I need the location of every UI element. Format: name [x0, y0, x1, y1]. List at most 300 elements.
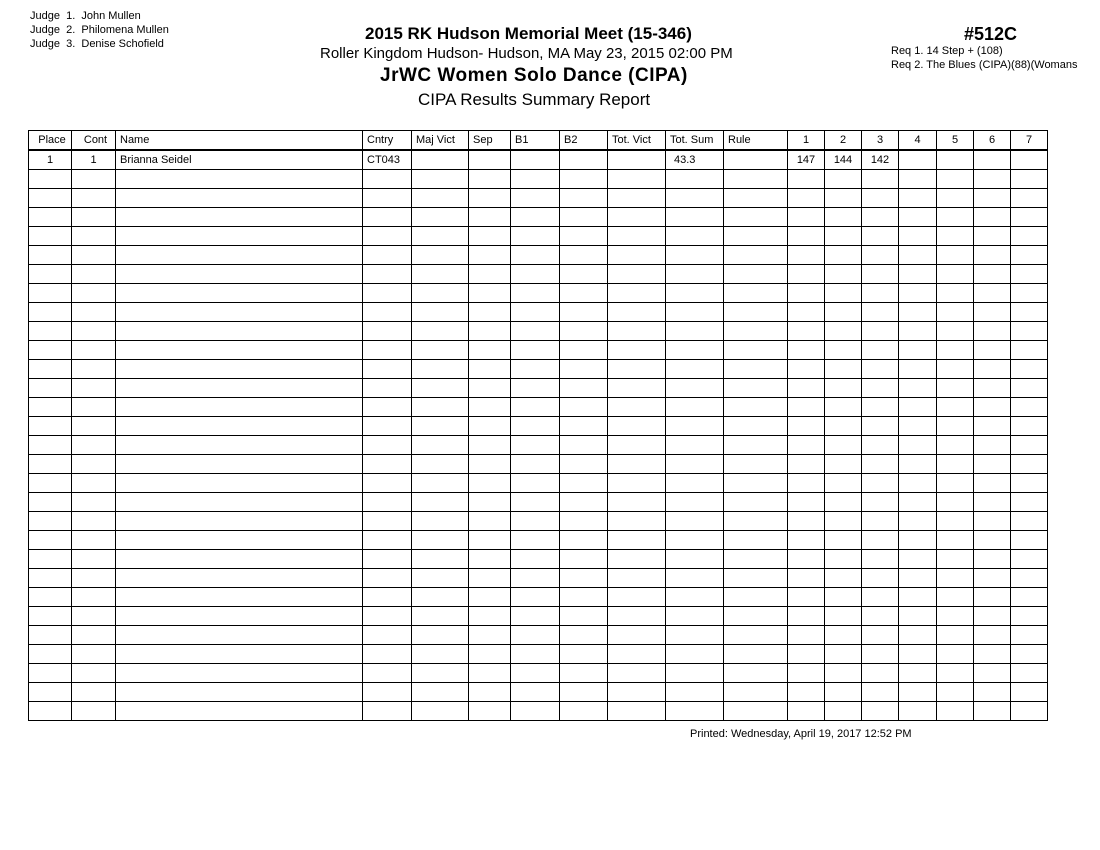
table-row-empty — [29, 284, 1048, 303]
cell-judge-3: 142 — [862, 150, 899, 170]
cell-empty — [560, 417, 608, 436]
cell-empty — [412, 550, 469, 569]
cell-empty — [412, 227, 469, 246]
table-row-empty — [29, 569, 1048, 588]
cell-empty — [937, 303, 974, 322]
cell-empty — [899, 417, 937, 436]
cell-empty — [511, 645, 560, 664]
cell-empty — [608, 493, 666, 512]
cell-empty — [29, 284, 72, 303]
cell-empty — [469, 170, 511, 189]
cell-empty — [29, 417, 72, 436]
cell-empty — [666, 379, 724, 398]
cell-empty — [608, 512, 666, 531]
cell-empty — [560, 398, 608, 417]
cell-empty — [29, 512, 72, 531]
cell-empty — [412, 702, 469, 721]
cell-empty — [608, 531, 666, 550]
table-row-empty — [29, 683, 1048, 702]
cell-empty — [560, 474, 608, 493]
cell-empty — [511, 683, 560, 702]
cell-empty — [29, 588, 72, 607]
cell-empty — [412, 455, 469, 474]
cell-empty — [1011, 379, 1048, 398]
cell-empty — [937, 626, 974, 645]
cell-empty — [29, 550, 72, 569]
cell-empty — [666, 341, 724, 360]
table-row — [29, 150, 1048, 170]
cell-empty — [116, 569, 363, 588]
table-row-empty — [29, 550, 1048, 569]
cell-empty — [511, 341, 560, 360]
table-row-empty — [29, 607, 1048, 626]
col-b1: B1 — [511, 131, 560, 151]
cell-empty — [116, 227, 363, 246]
cell-empty — [608, 702, 666, 721]
cell-empty — [72, 455, 116, 474]
cell-empty — [511, 702, 560, 721]
cell-empty — [72, 512, 116, 531]
results-table — [28, 130, 1048, 721]
cell-empty — [412, 493, 469, 512]
cell-empty — [724, 227, 788, 246]
cell-empty — [974, 626, 1011, 645]
table-row-empty — [29, 189, 1048, 208]
cell-empty — [974, 683, 1011, 702]
cell-empty — [608, 322, 666, 341]
cell-empty — [608, 455, 666, 474]
cell-empty — [937, 360, 974, 379]
cell-empty — [511, 246, 560, 265]
cell-empty — [1011, 550, 1048, 569]
cell-empty — [788, 436, 825, 455]
col-judge-2: 2 — [825, 131, 862, 151]
cell-empty — [608, 588, 666, 607]
cell-empty — [29, 493, 72, 512]
cell-empty — [899, 607, 937, 626]
cell-empty — [899, 569, 937, 588]
cell-empty — [560, 170, 608, 189]
cell-empty — [608, 208, 666, 227]
cell-empty — [937, 379, 974, 398]
cell-empty — [788, 683, 825, 702]
cell-empty — [937, 341, 974, 360]
cell-empty — [511, 303, 560, 322]
cell-empty — [899, 398, 937, 417]
cell-empty — [412, 360, 469, 379]
cell-empty — [412, 645, 469, 664]
venue-line: Roller Kingdom Hudson- Hudson, MA May 23, 2015 02:00 PM — [320, 45, 733, 62]
cell-empty — [511, 531, 560, 550]
cell-empty — [937, 512, 974, 531]
cell-empty — [412, 474, 469, 493]
cell-judge-5 — [937, 150, 974, 170]
cell-empty — [974, 170, 1011, 189]
cell-empty — [608, 303, 666, 322]
cell-empty — [511, 417, 560, 436]
cell-empty — [412, 417, 469, 436]
cell-empty — [72, 588, 116, 607]
cell-empty — [511, 664, 560, 683]
cell-empty — [974, 417, 1011, 436]
cell-empty — [116, 588, 363, 607]
col-tot-vict: Tot. Vict — [608, 131, 666, 151]
cell-empty — [666, 170, 724, 189]
cell-empty — [72, 265, 116, 284]
cell-empty — [788, 246, 825, 265]
cell-empty — [511, 588, 560, 607]
cell-empty — [666, 512, 724, 531]
cell-empty — [412, 265, 469, 284]
cell-empty — [899, 284, 937, 303]
cell-empty — [560, 664, 608, 683]
cell-empty — [666, 645, 724, 664]
cell-empty — [72, 569, 116, 588]
table-row-empty — [29, 322, 1048, 341]
cell-empty — [1011, 512, 1048, 531]
cell-empty — [974, 550, 1011, 569]
cell-empty — [937, 208, 974, 227]
cell-empty — [560, 189, 608, 208]
col-b2: B2 — [560, 131, 608, 151]
cell-empty — [363, 493, 412, 512]
cell-empty — [724, 683, 788, 702]
cell-empty — [469, 664, 511, 683]
cell-empty — [29, 265, 72, 284]
cell-empty — [511, 227, 560, 246]
cell-empty — [825, 417, 862, 436]
cell-empty — [724, 170, 788, 189]
cell-empty — [666, 683, 724, 702]
cell-empty — [974, 341, 1011, 360]
table-row-empty — [29, 303, 1048, 322]
cell-empty — [72, 683, 116, 702]
cell-cont: 1 — [72, 150, 116, 170]
cell-empty — [72, 702, 116, 721]
cell-empty — [788, 512, 825, 531]
cell-empty — [469, 398, 511, 417]
cell-empty — [862, 265, 899, 284]
cell-empty — [724, 360, 788, 379]
requirements-list — [891, 44, 1077, 72]
cell-empty — [560, 284, 608, 303]
col-judge-6: 6 — [974, 131, 1011, 151]
cell-empty — [29, 170, 72, 189]
cell-empty — [560, 493, 608, 512]
cell-judge-6 — [974, 150, 1011, 170]
table-row-empty — [29, 265, 1048, 284]
judge-2: Judge 2. Philomena Mullen — [30, 24, 169, 36]
cell-b1 — [511, 150, 560, 170]
cell-empty — [1011, 322, 1048, 341]
cell-empty — [724, 607, 788, 626]
cell-empty — [825, 569, 862, 588]
cell-empty — [974, 512, 1011, 531]
cell-empty — [825, 664, 862, 683]
cell-empty — [862, 417, 899, 436]
cell-empty — [469, 360, 511, 379]
cell-empty — [862, 170, 899, 189]
cell-empty — [862, 664, 899, 683]
cell-empty — [666, 303, 724, 322]
cell-empty — [560, 607, 608, 626]
cell-empty — [1011, 284, 1048, 303]
cell-empty — [469, 417, 511, 436]
cell-empty — [29, 683, 72, 702]
cell-empty — [511, 265, 560, 284]
cell-empty — [608, 398, 666, 417]
cell-empty — [116, 493, 363, 512]
cell-empty — [825, 265, 862, 284]
cell-empty — [608, 626, 666, 645]
cell-empty — [788, 531, 825, 550]
cell-empty — [29, 436, 72, 455]
cell-empty — [937, 246, 974, 265]
cell-empty — [412, 588, 469, 607]
cell-empty — [1011, 493, 1048, 512]
cell-empty — [116, 360, 363, 379]
cell-empty — [29, 569, 72, 588]
cell-empty — [469, 626, 511, 645]
cell-empty — [72, 493, 116, 512]
cell-empty — [899, 265, 937, 284]
cell-empty — [72, 607, 116, 626]
cell-empty — [788, 474, 825, 493]
cell-empty — [724, 664, 788, 683]
cell-empty — [666, 360, 724, 379]
cell-name: Brianna Seidel — [116, 150, 363, 170]
cell-empty — [72, 664, 116, 683]
cell-empty — [899, 379, 937, 398]
cell-empty — [974, 189, 1011, 208]
cell-empty — [560, 588, 608, 607]
cell-empty — [1011, 531, 1048, 550]
cell-empty — [29, 360, 72, 379]
table-header-row — [29, 131, 1048, 151]
cell-empty — [1011, 588, 1048, 607]
cell-empty — [974, 227, 1011, 246]
cell-empty — [862, 398, 899, 417]
cell-empty — [72, 398, 116, 417]
cell-empty — [412, 626, 469, 645]
cell-empty — [825, 493, 862, 512]
cell-empty — [974, 493, 1011, 512]
cell-empty — [862, 322, 899, 341]
cell-empty — [825, 322, 862, 341]
col-sep: Sep — [469, 131, 511, 151]
cell-b2 — [560, 150, 608, 170]
cell-empty — [937, 189, 974, 208]
cell-empty — [560, 208, 608, 227]
cell-empty — [469, 208, 511, 227]
cell-empty — [862, 512, 899, 531]
cell-empty — [825, 455, 862, 474]
cell-empty — [724, 512, 788, 531]
cell-empty — [560, 702, 608, 721]
cell-empty — [608, 550, 666, 569]
cell-empty — [412, 303, 469, 322]
cell-empty — [363, 607, 412, 626]
cell-empty — [1011, 569, 1048, 588]
cell-empty — [937, 550, 974, 569]
cell-empty — [363, 474, 412, 493]
cell-empty — [862, 683, 899, 702]
cell-empty — [363, 303, 412, 322]
table-row-empty — [29, 455, 1048, 474]
cell-empty — [511, 398, 560, 417]
cell-empty — [469, 265, 511, 284]
requirement-1: Req 1. 14 Step + (108) — [891, 45, 1003, 57]
cell-empty — [862, 569, 899, 588]
cell-empty — [862, 626, 899, 645]
cell-empty — [788, 265, 825, 284]
cell-empty — [825, 284, 862, 303]
cell-empty — [724, 341, 788, 360]
cell-empty — [937, 664, 974, 683]
col-rule: Rule — [724, 131, 788, 151]
judges-list — [30, 9, 169, 51]
table-row-empty — [29, 208, 1048, 227]
col-judge-5: 5 — [937, 131, 974, 151]
cell-empty — [825, 246, 862, 265]
cell-judge-7 — [1011, 150, 1048, 170]
cell-empty — [724, 208, 788, 227]
cell-empty — [363, 379, 412, 398]
cell-empty — [511, 360, 560, 379]
cell-empty — [412, 189, 469, 208]
cell-empty — [825, 607, 862, 626]
cell-empty — [560, 626, 608, 645]
cell-empty — [72, 341, 116, 360]
cell-empty — [1011, 626, 1048, 645]
cell-empty — [937, 474, 974, 493]
cell-empty — [469, 531, 511, 550]
cell-empty — [469, 436, 511, 455]
cell-empty — [608, 607, 666, 626]
cell-empty — [29, 246, 72, 265]
cell-empty — [560, 645, 608, 664]
cell-empty — [469, 474, 511, 493]
cell-empty — [666, 626, 724, 645]
cell-empty — [116, 322, 363, 341]
cell-empty — [560, 512, 608, 531]
cell-empty — [788, 341, 825, 360]
cell-empty — [511, 322, 560, 341]
cell-empty — [560, 341, 608, 360]
cell-empty — [825, 683, 862, 702]
cell-empty — [825, 170, 862, 189]
cell-empty — [363, 417, 412, 436]
cell-empty — [825, 531, 862, 550]
cell-empty — [724, 303, 788, 322]
cell-empty — [72, 170, 116, 189]
cell-empty — [116, 626, 363, 645]
cell-empty — [29, 189, 72, 208]
cell-empty — [363, 398, 412, 417]
table-row-empty — [29, 512, 1048, 531]
cell-empty — [899, 531, 937, 550]
cell-empty — [29, 341, 72, 360]
table-row-empty — [29, 474, 1048, 493]
cell-sep — [469, 150, 511, 170]
cell-empty — [412, 284, 469, 303]
table-row-empty — [29, 417, 1048, 436]
cell-empty — [724, 189, 788, 208]
cell-judge-4 — [899, 150, 937, 170]
cell-empty — [666, 588, 724, 607]
cell-empty — [788, 170, 825, 189]
cell-tot-sum: 43.3 — [666, 150, 724, 170]
cell-empty — [363, 170, 412, 189]
cell-empty — [937, 170, 974, 189]
cell-empty — [469, 645, 511, 664]
cell-empty — [974, 702, 1011, 721]
cell-empty — [1011, 303, 1048, 322]
cell-empty — [116, 550, 363, 569]
table-row-empty — [29, 436, 1048, 455]
cell-empty — [1011, 265, 1048, 284]
cell-empty — [412, 246, 469, 265]
cell-empty — [825, 208, 862, 227]
cell-empty — [724, 569, 788, 588]
cell-empty — [116, 208, 363, 227]
cell-empty — [608, 664, 666, 683]
cell-empty — [608, 227, 666, 246]
cell-empty — [862, 360, 899, 379]
cell-place: 1 — [29, 150, 72, 170]
col-maj-vict: Maj Vict — [412, 131, 469, 151]
cell-empty — [560, 246, 608, 265]
cell-empty — [666, 569, 724, 588]
judge-3: Judge 3. Denise Schofield — [30, 38, 164, 50]
cell-empty — [72, 284, 116, 303]
cell-empty — [469, 493, 511, 512]
cell-empty — [560, 683, 608, 702]
cell-empty — [363, 455, 412, 474]
cell-empty — [788, 645, 825, 664]
cell-empty — [974, 265, 1011, 284]
cell-empty — [412, 512, 469, 531]
table-row-empty — [29, 588, 1048, 607]
cell-empty — [788, 284, 825, 303]
cell-empty — [974, 664, 1011, 683]
cell-empty — [412, 170, 469, 189]
table-row-empty — [29, 531, 1048, 550]
cell-empty — [469, 512, 511, 531]
cell-empty — [1011, 227, 1048, 246]
cell-empty — [72, 550, 116, 569]
cell-empty — [666, 246, 724, 265]
cell-empty — [788, 227, 825, 246]
cell-empty — [666, 607, 724, 626]
cell-empty — [72, 645, 116, 664]
table-row-empty — [29, 626, 1048, 645]
cell-empty — [974, 436, 1011, 455]
cell-empty — [862, 379, 899, 398]
cell-empty — [469, 550, 511, 569]
cell-empty — [608, 170, 666, 189]
cell-empty — [1011, 360, 1048, 379]
cell-empty — [608, 360, 666, 379]
cell-empty — [363, 550, 412, 569]
cell-empty — [788, 455, 825, 474]
cell-empty — [29, 474, 72, 493]
cell-empty — [899, 436, 937, 455]
cell-empty — [469, 322, 511, 341]
cell-empty — [116, 645, 363, 664]
col-cntry: Cntry — [363, 131, 412, 151]
cell-empty — [116, 303, 363, 322]
